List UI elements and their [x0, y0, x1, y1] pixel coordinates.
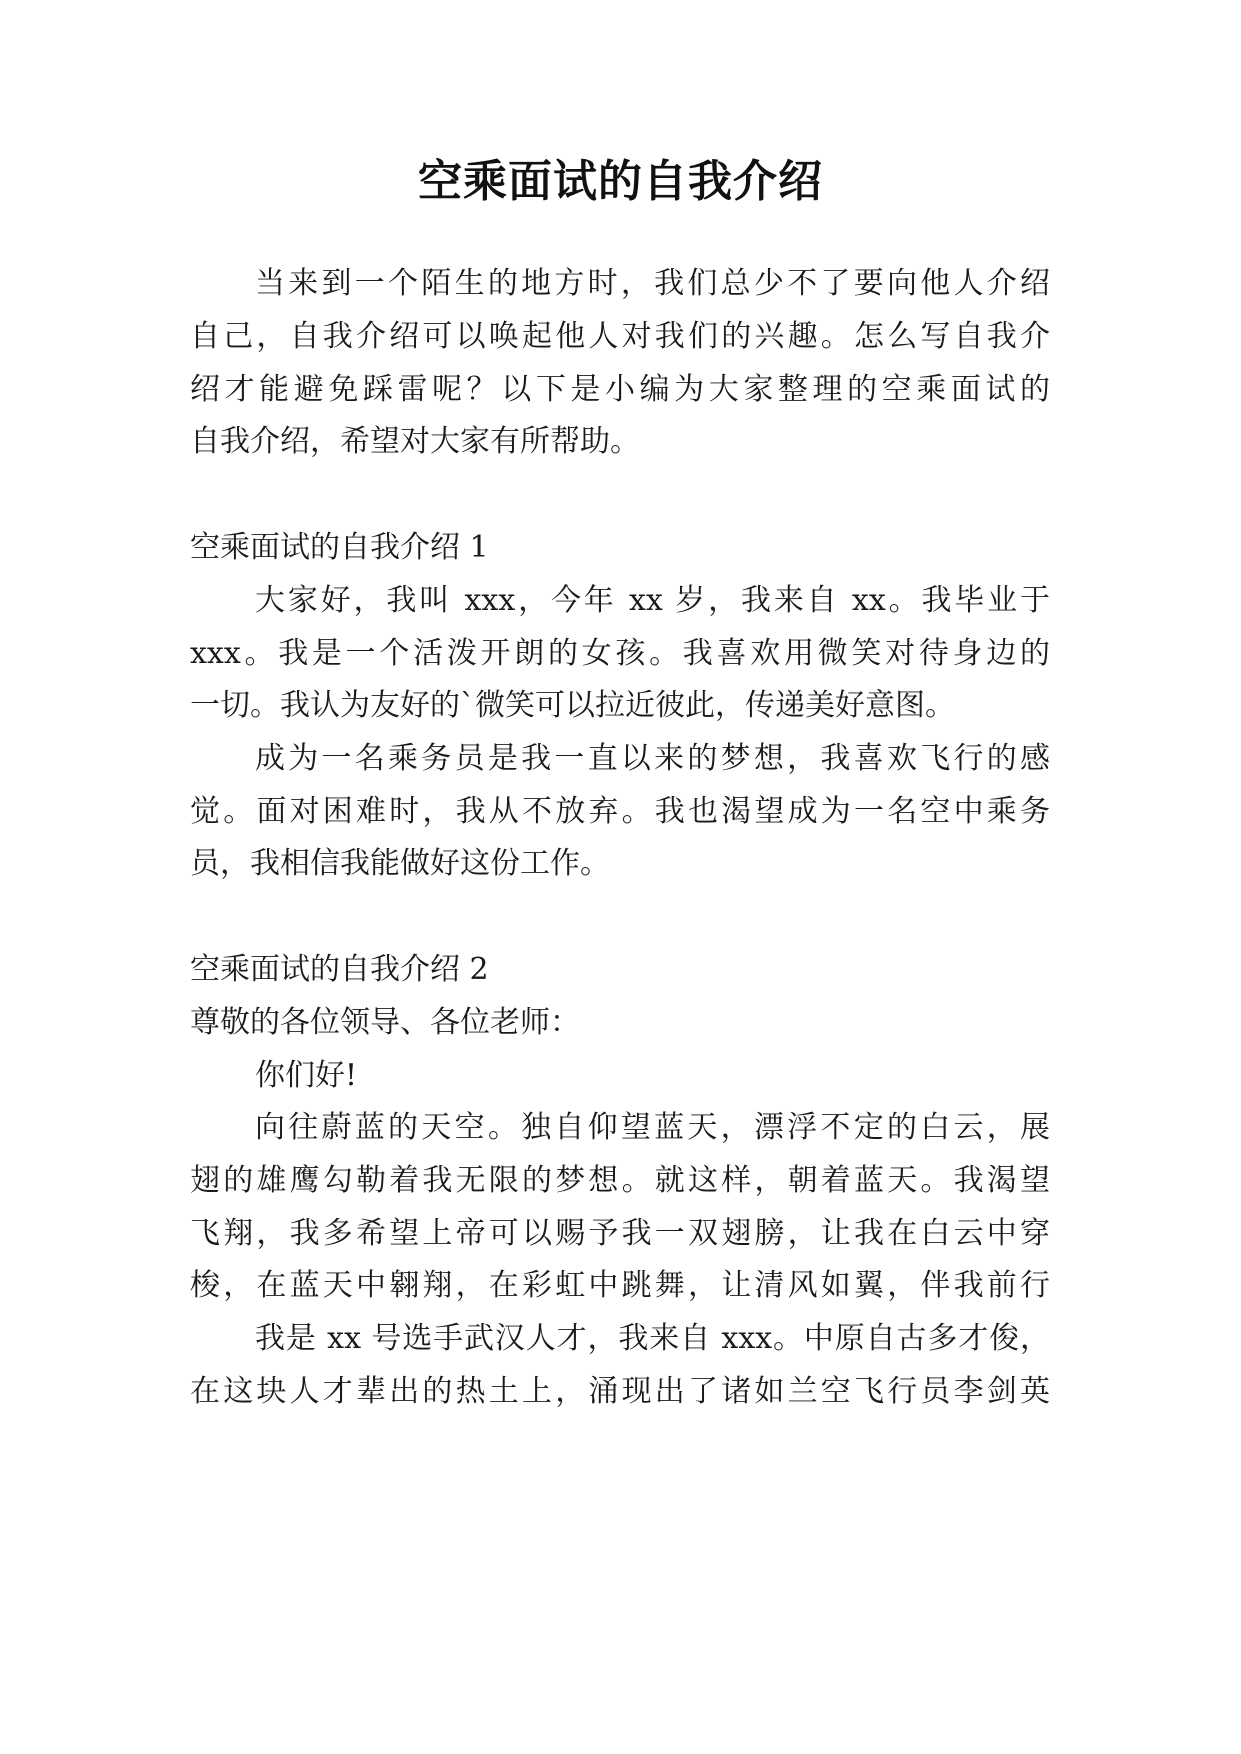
- intro-line: 当来到一个陌生的地方时，我们总少不了要向他人介绍: [255, 266, 1050, 301]
- section-heading-1: 空乘面试的自我介绍 1: [190, 530, 489, 565]
- paragraph-line: 员，我相信我能做好这份工作。: [190, 846, 610, 881]
- paragraph-line: 翅的雄鹰勾勒着我无限的梦想。就这样，朝着蓝天。我渴望: [190, 1163, 1050, 1198]
- greeting: 你们好!: [255, 1058, 358, 1093]
- paragraph-line: 梭，在蓝天中翱翔，在彩虹中跳舞，让清风如翼，伴我前行: [190, 1268, 1050, 1303]
- intro-line: 绍才能避免踩雷呢？以下是小编为大家整理的空乘面试的: [190, 372, 1050, 407]
- paragraph-line: 觉。面对困难时，我从不放弃。我也渴望成为一名空中乘务: [190, 794, 1050, 829]
- paragraph-line: 我是 xx 号选手武汉人才，我来自 xxx。中原自古多才俊，: [255, 1321, 1050, 1356]
- paragraph-line: 飞翔，我多希望上帝可以赐予我一双翅膀，让我在白云中穿: [190, 1216, 1050, 1251]
- salutation: 尊敬的各位领导、各位老师：: [190, 1005, 580, 1040]
- intro-line: 自我介绍，希望对大家有所帮助。: [190, 424, 640, 459]
- section-heading-2: 空乘面试的自我介绍 2: [190, 952, 489, 987]
- intro-line: 自己，自我介绍可以唤起他人对我们的兴趣。怎么写自我介: [190, 319, 1050, 354]
- paragraph-line: 一切。我认为友好的`微笑可以拉近彼此，传递美好意图。: [190, 688, 955, 723]
- document-title: 空乘面试的自我介绍: [418, 156, 823, 207]
- paragraph-line: xxx。我是一个活泼开朗的女孩。我喜欢用微笑对待身边的: [190, 636, 1050, 671]
- paragraph-line: 大家好，我叫 xxx，今年 xx 岁，我来自 xx。我毕业于: [255, 583, 1050, 618]
- paragraph-line: 成为一名乘务员是我一直以来的梦想，我喜欢飞行的感: [255, 741, 1050, 776]
- paragraph-line: 向往蔚蓝的天空。独自仰望蓝天，漂浮不定的白云，展: [255, 1110, 1050, 1145]
- paragraph-line: 在这块人才辈出的热土上，涌现出了诸如兰空飞行员李剑英: [190, 1374, 1050, 1409]
